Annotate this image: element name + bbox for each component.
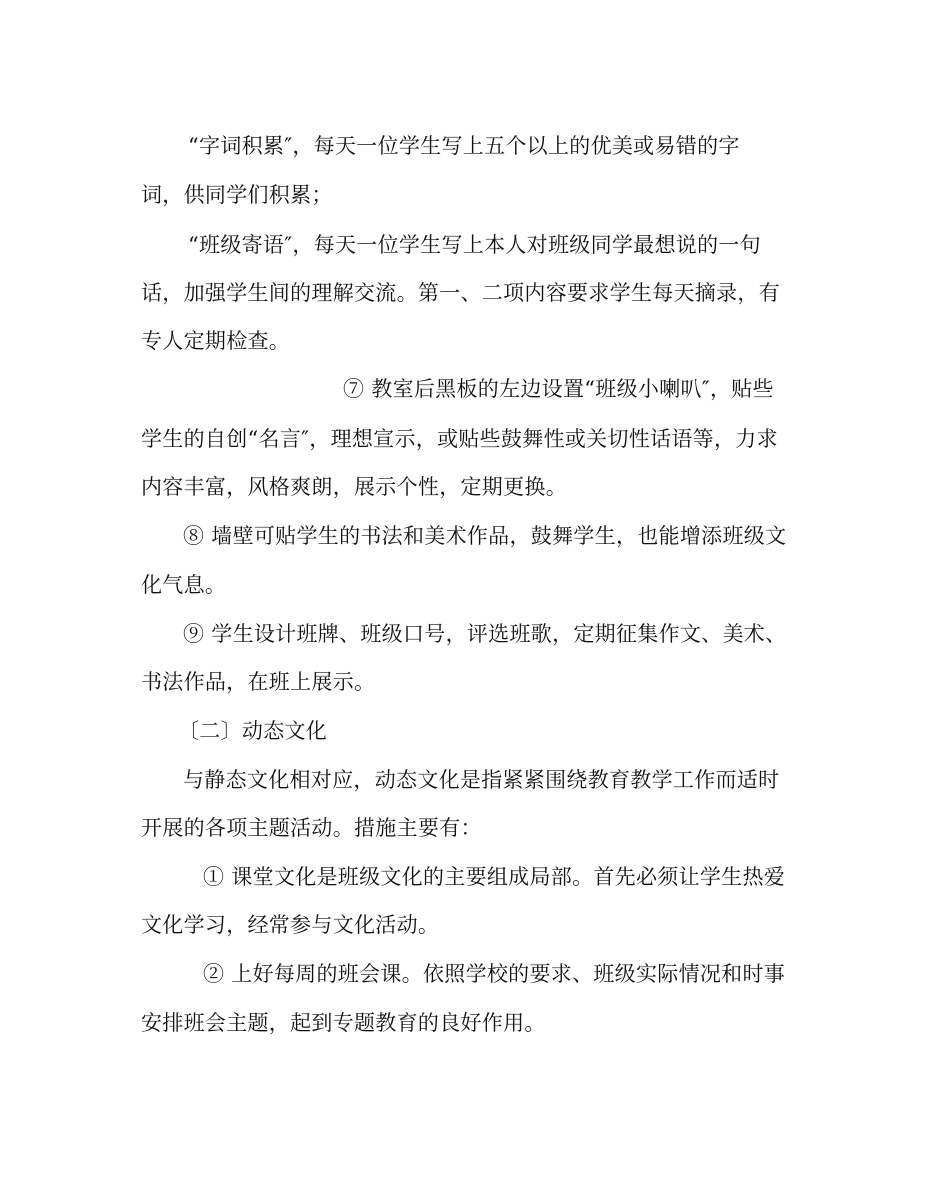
- paragraph-line: 文化学习，经常参与文化活动。: [141, 913, 440, 937]
- paragraph-line: ② 上好每周的班会课。依照学校的要求、班级实际情况和时事: [203, 962, 786, 986]
- paragraph-line: 化气息。: [141, 573, 227, 597]
- paragraph-line: 与静态文化相对应，动态文化是指紧紧围绕教育教学工作而适时: [183, 768, 780, 792]
- paragraph-line: ⑧ 墙壁可贴学生的书法和美术作品，鼓舞学生，也能增添班级文: [183, 524, 787, 548]
- paragraph-line: 开展的各项主题活动。措施主要有：: [141, 816, 482, 840]
- paragraph-line: 专人定期检查。: [141, 329, 291, 353]
- paragraph-line: ⑨ 学生设计班牌、班级口号，评选班歌，定期征集作文、美术、: [183, 622, 787, 646]
- paragraph-line: 书法作品，在班上展示。: [141, 670, 376, 694]
- paragraph-line: 话，加强学生间的理解交流。第一、二项内容要求学生每天摘录，有: [141, 281, 780, 305]
- paragraph-line: 内容丰富，风格爽朗，展示个性，定期更换。: [141, 475, 567, 499]
- section-heading: 〔二〕动态文化: [178, 719, 328, 743]
- paragraph-line: “字词积累″，每天一位学生写上五个以上的优美或易错的字: [188, 134, 740, 158]
- paragraph-line: “班级寄语″，每天一位学生写上本人对班级同学最想说的一句: [188, 233, 761, 257]
- paragraph-line: ⑦ 教室后黑板的左边设置“班级小喇叭″，贴些: [343, 377, 774, 401]
- paragraph-line: 学生的自创“名言″，理想宣示，或贴些鼓舞性或关切性话语等，力求: [141, 427, 778, 451]
- paragraph-line: ① 课堂文化是班级文化的主要组成局部。首先必须让学生热爱: [203, 865, 786, 889]
- paragraph-line: 词，供同学们积累；: [141, 183, 333, 207]
- paragraph-line: 安排班会主题，起到专题教育的良好作用。: [141, 1011, 546, 1035]
